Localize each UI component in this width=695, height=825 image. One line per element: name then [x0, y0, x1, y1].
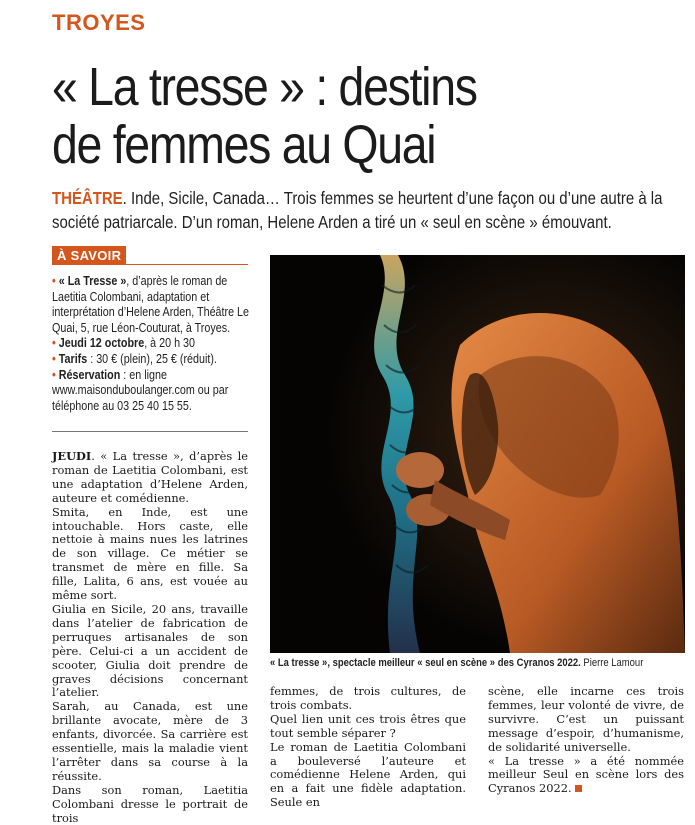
body-lead-word: JEUDI — [52, 449, 92, 463]
photo-credit: Pierre Lamour — [580, 657, 644, 669]
body-paragraph: femmes, de trois cultures, de trois combats. — [270, 684, 466, 712]
savoir-item-date-text: , à 20 h 30 — [144, 336, 196, 351]
body-paragraph: Sarah, au Canada, est une brillante avocate, mère de 3 enfants, divorcée. Sa carrière est essentielle, mais la maladie vient l’arrêter dans sa course à la réussite. — [52, 699, 248, 783]
photo — [270, 255, 685, 653]
lead-text: . Inde, Sicile, Canada… Trois femmes se heurtent d’une façon ou d’une autre à la société patriarcale. D’un roman, Helene Arden a tiré un « seul en scène » émouvant. — [52, 188, 663, 232]
end-mark-icon — [575, 785, 582, 792]
body-paragraph: Smita, en Inde, est une intouchable. Hors caste, elle nettoie à mains nues les latrines de son village. Ce métier se transmet de mère en fille. Sa fille, Lalita, 6 ans, est vouée au même sort. — [52, 504, 248, 603]
body-paragraph — [52, 450, 248, 506]
body-column-3 — [488, 685, 684, 796]
headline-line-2: de femmes au Quai — [52, 115, 436, 175]
savoir-item-date-title: Jeudi 12 octobre — [58, 336, 145, 351]
body-paragraph: Quel lien unit ces trois êtres que tout semble séparer ? — [270, 711, 466, 740]
body-paragraph — [488, 755, 684, 797]
photo-caption — [270, 657, 683, 669]
savoir-item-tarifs: • Tarifs : 30 € (plein), 25 € (réduit). — [52, 351, 217, 366]
caption-text: « La tresse », spectacle meilleur « seul en scène » des Cyranos 2022. — [270, 657, 581, 669]
savoir-box — [52, 274, 250, 414]
lead-paragraph — [52, 186, 682, 234]
savoir-item-reservation: • Réservation : en ligne www.maisonduboulanger.com ou par téléphone au 03 25 40 15 55. — [52, 367, 229, 413]
savoir-item-show: • « La Tresse », d’après le roman de Laetitia Colombani, adaptation et interprétation d’Helene Arden, Théâtre Le Quai, 5, rue Léon-Couturat, à Troyes. — [52, 274, 250, 335]
body-column-2 — [270, 685, 466, 810]
body-text: . « La tresse », d’après le roman de Laetitia Colombani, est une adaptation d’Helene Arden, auteure et comédienne. — [52, 449, 248, 505]
body-text: « La tresse » a été nommée meilleur Seul en scène lors des Cyranos 2022. — [488, 753, 684, 796]
headline — [52, 58, 602, 174]
body-paragraph: scène, elle incarne ces trois femmes, leur volonté de vivre, de survivre. C’est un puissant message d’espoir, d’humanisme, de solidarité universelle. — [488, 684, 684, 754]
section-label: TROYES — [52, 10, 146, 35]
body-paragraph: Le roman de Laetitia Colombani a bouleversé l’auteure et comédienne Helene Arden, qui en a fait une fidèle adaptation. Seule en — [270, 739, 466, 810]
savoir-item-show-text: , d’après le roman de Laetitia Colombani, adaptation et interprétation d’Helene Arden, Théâtre Le Quai, 5, rue Léon-Couturat, à Troyes. — [52, 274, 250, 335]
savoir-rule — [52, 264, 248, 265]
savoir-item-reservation-text: : en ligne www.maisonduboulanger.com ou par téléphone au 03 25 40 15 55. — [52, 367, 229, 413]
body-paragraph: Dans son roman, Laetitia Colombani dresse le portrait de trois — [52, 782, 248, 825]
savoir-tag: À SAVOIR — [52, 246, 126, 265]
body-column-1 — [52, 450, 248, 825]
headline-line-1: « La tresse » : destins — [52, 57, 477, 117]
savoir-item-show-title: « La Tresse » — [58, 274, 127, 288]
savoir-item-reservation-title: Réservation — [58, 367, 121, 382]
body-paragraph: Giulia en Sicile, 20 ans, travaille dans l’atelier de fabrication de perruques artisanales de son père. Celui-ci a un accident de scooter, Giulia doit prendre de graves décisions concernant l’atelier. — [52, 601, 248, 700]
photo-image — [270, 255, 685, 653]
savoir-item-date: • Jeudi 12 octobre, à 20 h 30 — [52, 336, 196, 351]
lead-kicker: THÉÂTRE — [52, 188, 123, 208]
savoir-item-tarifs-title: Tarifs — [58, 351, 88, 366]
savoir-item-tarifs-text: : 30 € (plein), 25 € (réduit). — [87, 351, 217, 366]
savoir-bottom-rule — [52, 431, 248, 432]
